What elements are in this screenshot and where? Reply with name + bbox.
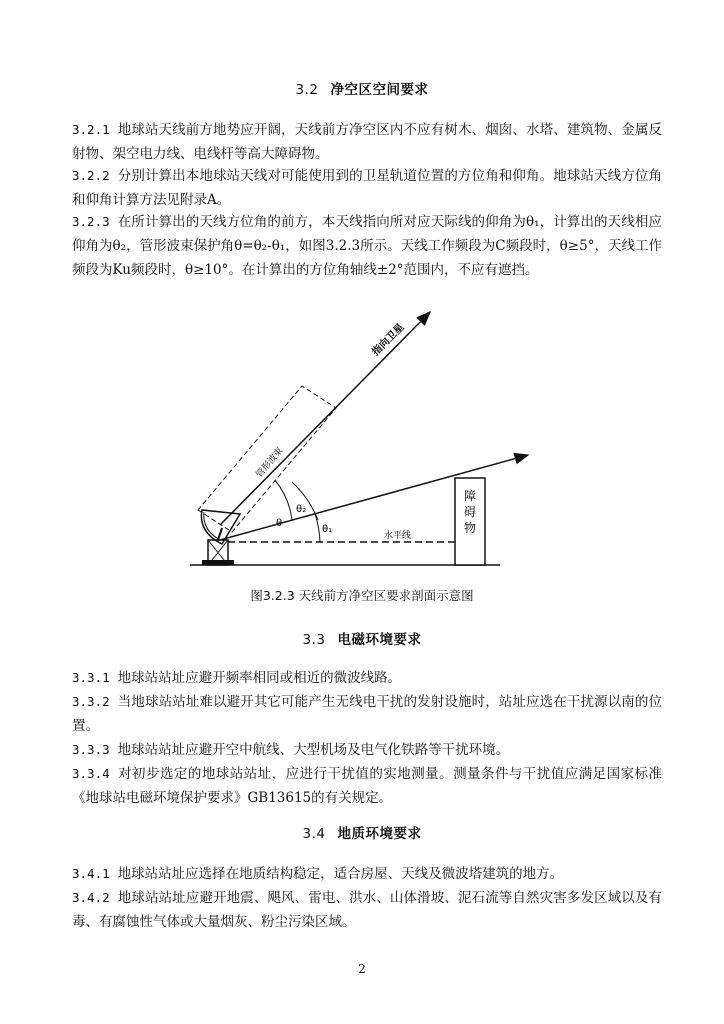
figure-caption: 图3.2.3 天线前方净空区要求剖面示意图 <box>250 588 474 603</box>
paragraph-3-3-1 <box>72 666 662 690</box>
paragraph-text: 分别计算出本地球站天线对可能使用到的卫星轨道位置的方位角和仰角。地球站天线方位角和仰角计算方法见附录A。 <box>72 168 662 208</box>
obstacle-label-2: 碍 <box>463 505 477 519</box>
paragraph-text: 地球站站址应避开地震、飓风、雷电、洪水、山体滑坡、泥石流等自然灾害多发区域以及有毒、有腐蚀性气体或大量烟灰、粉尘污染区域。 <box>72 890 662 930</box>
paragraph-3-2-2 <box>72 164 662 212</box>
paragraph-number: 3.3.1 <box>72 670 110 685</box>
paragraph-text: 在所计算出的天线方位角的前方，本天线指向所对应天际线的仰角为θ₁，计算出的天线相应仰角为θ₂，管形波束保护角θ=θ₂-θ₁，如图3.2.3所示。天线工作频段为C频段时，θ≥5°，天线工作频段为Ku频段时，θ≥10°。在计算出的方位角轴线±2°范围内，不应有遮挡。 <box>72 214 662 278</box>
obstacle-label-3: 物 <box>463 521 477 535</box>
obstacle-label-1: 障 <box>463 489 477 503</box>
theta-arc <box>275 480 292 520</box>
section-number: 3.4 <box>302 826 326 842</box>
clearance-diagram <box>180 300 600 580</box>
section-heading-3-3 <box>0 628 724 648</box>
paragraph-number: 3.3.4 <box>72 766 110 781</box>
antenna-icon <box>201 510 240 565</box>
paragraph-3-4-1 <box>72 862 662 886</box>
paragraph-number: 3.2.3 <box>72 214 110 229</box>
paragraph-3-4-2 <box>72 886 662 934</box>
paragraph-text: 地球站站址应避开空中航线、大型机场及电气化铁路等干扰环境。 <box>117 742 510 758</box>
section-title: 净空区空间要求 <box>330 82 429 98</box>
paragraph-text: 地球站站址应避开频率相同或相近的微波线路。 <box>117 670 402 686</box>
horizontal-label: 水平线 <box>384 531 412 541</box>
paragraph-number: 3.2.1 <box>72 122 110 137</box>
paragraph-text: 当地球站站址难以避开其它可能产生无线电干扰的发射设施时，站址应选在干扰源以南的位置。 <box>72 694 662 734</box>
section-heading-3-2 <box>0 78 724 98</box>
paragraph-text: 地球站天线前方地势应开阔，天线前方净空区内不应有树木、烟囱、水塔、建筑物、金属反射物、架空电力线、电线杆等高大障碍物。 <box>72 122 662 162</box>
theta1-label: θ₁ <box>322 524 333 535</box>
paragraph-number: 3.4.1 <box>72 866 110 881</box>
paragraph-text: 对初步选定的地球站站址，应进行干扰值的实地测量。测量条件与干扰值应满足国家标准《地球站电磁环境保护要求》GB13615的有关规定。 <box>72 766 662 806</box>
theta-label: θ <box>276 518 283 529</box>
section-title: 电磁环境要求 <box>337 632 422 648</box>
section-heading-3-4 <box>0 822 724 842</box>
paragraph-3-2-3 <box>72 210 662 282</box>
paragraph-number: 3.2.2 <box>72 168 110 183</box>
paragraph-3-3-3 <box>72 738 662 762</box>
paragraph-3-2-1 <box>72 118 662 166</box>
paragraph-number: 3.3.3 <box>72 742 110 757</box>
section-number: 3.3 <box>302 632 326 648</box>
section-title: 地质环境要求 <box>337 826 422 842</box>
paragraph-number: 3.3.2 <box>72 694 110 709</box>
section-number: 3.2 <box>295 82 319 98</box>
paragraph-text: 地球站站址应选择在地质结构稳定，适合房屋、天线及微波塔建筑的地方。 <box>117 866 564 882</box>
theta2-label: θ₂ <box>296 504 307 515</box>
paragraph-3-3-4 <box>72 762 662 810</box>
satellite-direction-arrow <box>220 312 430 525</box>
satellite-label: 指向卫星 <box>370 322 407 359</box>
paragraph-3-3-2 <box>72 690 662 738</box>
page-number: 2 <box>358 962 366 976</box>
paragraph-number: 3.4.2 <box>72 890 110 905</box>
beam-label: 管形波束 <box>254 445 286 480</box>
